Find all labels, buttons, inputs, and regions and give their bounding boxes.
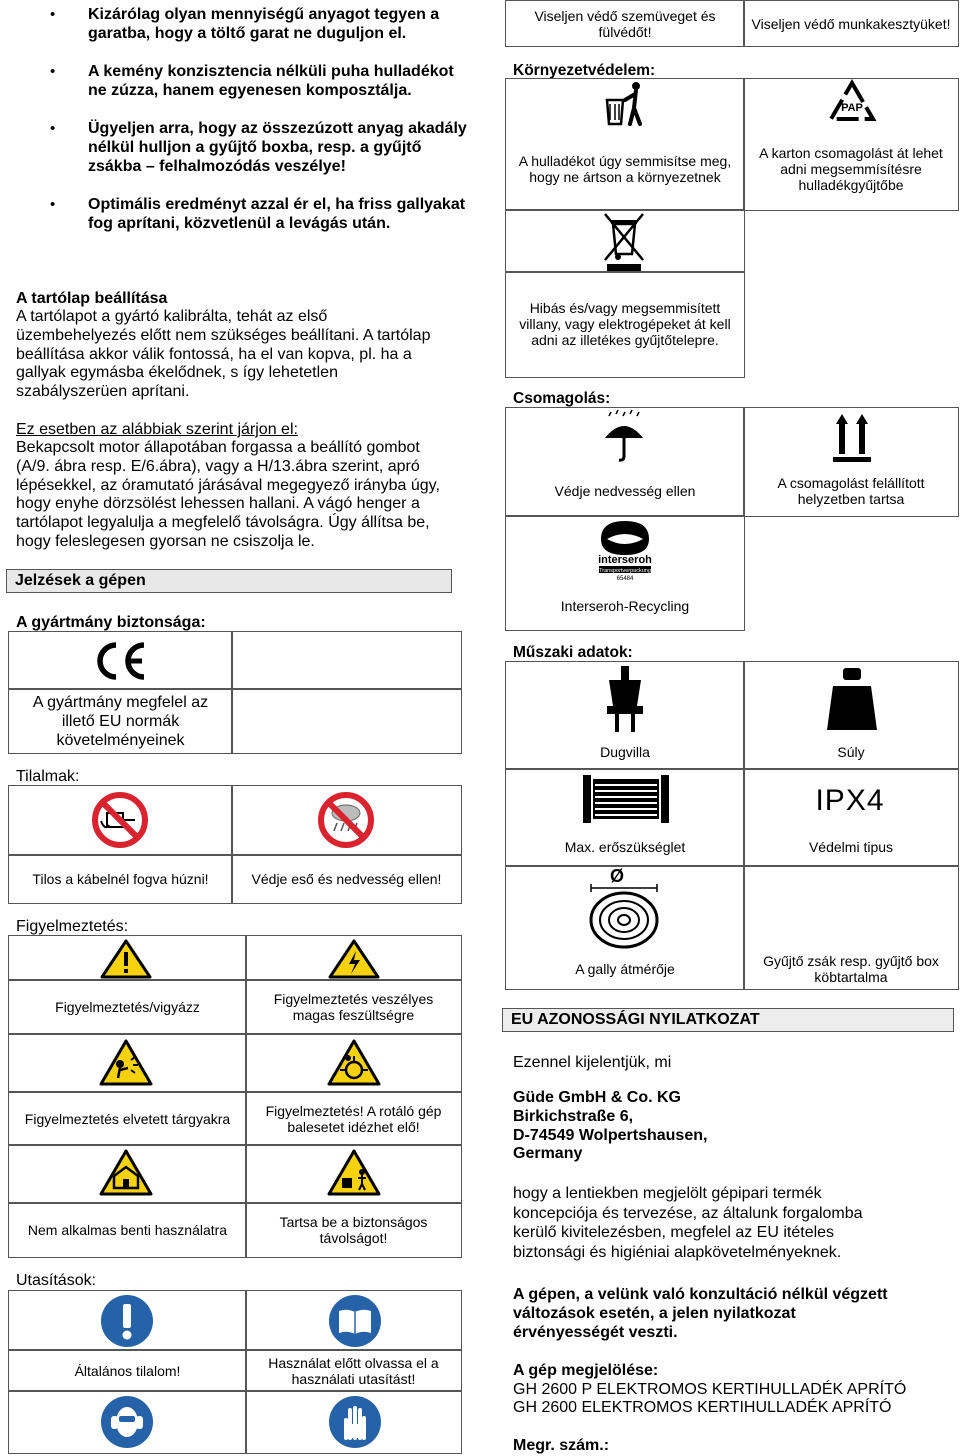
env-label: Hibás és/vagy megsemmisített villany, vagy elektrogépeket át kell adni az illetékes gyűjtőtelepre. [505, 271, 745, 378]
spec-label: Védelmi tipus [743, 828, 959, 867]
ce-mark-icon [90, 638, 150, 684]
flying-objects-icon [98, 1038, 154, 1088]
ppe-label: Viseljen védő szemüveget és fülvédőt! [505, 0, 745, 47]
ce-label: A gyártmány megfelel az illető EU normák követelményeinek [8, 688, 233, 754]
interseroh-label: Interseroh-Recycling [505, 581, 745, 631]
eu-text2: A gépen, a velünk való konzultáció nélkül végzett változások esetén, a jelen nyilatkozat érvényességét veszti. [513, 1286, 888, 1341]
pack-label: Védje nedvesség ellen [505, 465, 745, 517]
read-manual-icon [326, 1292, 384, 1350]
company-line: D-74549 Wolpertshausen, [513, 1126, 708, 1144]
no-pull-cable-icon [90, 790, 150, 850]
high-voltage-icon [326, 938, 382, 980]
weee-bin-icon [600, 210, 648, 272]
warning-label: Tartsa be a biztonságos távolságot! [245, 1202, 462, 1258]
warning-label: Figyelmeztetés elvetett tárgyakra [8, 1091, 247, 1146]
instruction-label: Használat előtt olvassa el a használati utasítást! [245, 1349, 462, 1392]
interseroh-logo-icon [594, 517, 656, 581]
tilalom-label: Védje eső és nedvesség ellen! [231, 854, 462, 904]
goggles-earmuffs-icon [98, 1393, 156, 1451]
tartolap-text: A tartólapot a gyártó kalibrálta, tehát az első üzembehelyezés előtt nem szükséges beállítani. A tartólap beállítása akkor válik fontossá, ha el van kopva, pl. ha a gallyak egymásba ékelődnek, s így lehetetlen szabályszerüen aprítani. [16, 308, 431, 401]
tartolap-heading: A tartólap beállítása [16, 290, 168, 307]
warning-exclamation-icon [98, 938, 154, 980]
eset-heading: Ez esetben az alábbiak szerint járjon el: [16, 421, 298, 438]
biztonsag-heading: A gyártmány biztonsága: [16, 614, 206, 631]
megjeloles-line: GH 2600 P ELEKTROMOS KERTIHULLADÉK APRÍTÓ [513, 1381, 907, 1398]
utasitasok-heading: Utasítások: [16, 1272, 97, 1289]
tilalom-label: Tilos a kábelnél fogva húzni! [8, 854, 233, 904]
list-item: • Kizárólag olyan mennyiségű anyagot tegyen a garatba, hogy a töltő garat ne duguljon el. [0, 5, 470, 43]
no-indoor-use-icon [98, 1148, 154, 1198]
pap-text: PAP [841, 102, 863, 114]
tilalmak-heading: Tilalmak: [16, 768, 80, 785]
env-label: A hulladékot úgy semmisítse meg, hogy ne ártson a környezetnek [505, 128, 745, 211]
spec-label: Max. erőszükséglet [505, 828, 745, 867]
company-line: Germany [513, 1145, 583, 1163]
interseroh-logo-text: interseroh [598, 554, 652, 566]
instruction-label: Általános tilalom! [8, 1349, 247, 1392]
pap-recycle-icon [824, 78, 880, 128]
gloves-icon [326, 1393, 384, 1451]
jelzesek-header: Jelzések a gépen [6, 569, 452, 593]
ipx4-rating: IPX4 [815, 784, 885, 817]
eu-header: EU AZONOSSÁGI NYILATKOZAT [502, 1008, 954, 1032]
rotating-machine-icon [326, 1038, 382, 1088]
spec-label: Gyűjtő zsák resp. gyűjtő box köbtartalma [743, 949, 959, 990]
interseroh-logo-num: 65484 [616, 576, 634, 581]
list-item: • A kemény konzisztencia nélküli puha hulladékot ne zúzza, hanem egyenesen komposztálja. [0, 62, 470, 100]
empty-cell [231, 631, 462, 690]
branch-diameter-icon [584, 866, 666, 950]
company-line: Güde GmbH & Co. KG [513, 1089, 681, 1106]
spec-label: Súly [743, 734, 959, 770]
general-mandatory-icon [98, 1292, 156, 1350]
env-label: A karton csomagolást át lehet adni megsemmísítésre hulladékgyűjtőbe [743, 128, 959, 211]
megjeloles-heading: A gép megjelölése: [513, 1362, 659, 1379]
spec-label: Dugvilla [505, 734, 745, 770]
csomagolas-heading: Csomagolás: [513, 390, 611, 407]
ppe-label: Viseljen védő munkakesztyüket! [743, 0, 959, 47]
warning-label: Figyelmeztetés! A rotáló gép balesetet idézhet elő! [245, 1091, 462, 1146]
warning-label: Figyelmeztetés veszélyes magas feszültségre [245, 979, 462, 1035]
list-item: • Ügyeljen arra, hogy az összezúzott anyag akadály nélkül hulljon a gyűjtő boxba, resp. a gyűjtő zsákba – felhalmozódás veszélye! [0, 119, 470, 176]
motor-power-icon [578, 770, 674, 828]
megr-szam: Megr. szám.: [513, 1437, 610, 1454]
kornyezet-heading: Környezetvédelem: [513, 62, 656, 79]
warning-label: Figyelmeztetés/vigyázz [8, 979, 247, 1035]
pack-label: A csomagolást felállított helyzetben tartsa [743, 465, 959, 517]
figyelmeztetes-heading: Figyelmeztetés: [16, 918, 129, 935]
keep-dry-umbrella-icon [600, 408, 648, 464]
tips-list [0, 5, 470, 251]
diameter-symbol: Ø [609, 866, 625, 886]
plug-icon [600, 664, 650, 734]
eu-intro: Ezennel kijelentjük, mi [513, 1054, 672, 1071]
muszaki-heading: Műszaki adatok: [513, 644, 633, 661]
megjeloles-line: GH 2600 ELEKTROMOS KERTIHULLADÉK APRÍTÓ [513, 1399, 892, 1416]
eset-text: Bekapcsolt motor állapotában forgassa a beállító gombot (A/9. ábra resp. E/6.ábra), vagy a H/13.ábra szerint, apró lépésekkel, az óramutató járásával megegyező irányba úgy, hogy enyhe dörzsölést lehessen hallani. A vágó henger a tartólapot legyalulja a megfelelő távolságra. Úgy állítsa be, hogy feleslegesen gyorsan ne csiszolja le. [16, 439, 440, 550]
warning-label: Nem alkalmas benti használatra [8, 1202, 247, 1258]
empty-cell [231, 688, 462, 754]
spec-label: A gally átmérője [505, 949, 745, 990]
list-item: • Optimális eredményt azzal ér el, ha friss gallyakat fog aprítani, közvetlenül a levágás után. [0, 195, 470, 233]
this-way-up-icon [828, 408, 876, 464]
icon-cell [743, 865, 959, 951]
weight-icon [824, 664, 880, 734]
company-address [513, 1089, 707, 1164]
safe-distance-icon [326, 1148, 382, 1198]
eu-text1: hogy a lentiekben megjelölt gépipari termék koncepciója és tervezése, az általunk forgalomba kerülő kivitelezésben, megfelel az EU itételes biztonsági és higiéniai alapkövetelményeknek. [513, 1185, 863, 1261]
tidyman-bin-icon [598, 80, 650, 128]
no-rain-icon [316, 790, 376, 850]
interseroh-logo-sub: Transportverpackung [599, 568, 651, 574]
company-line: Birkichstraße 6, [513, 1107, 634, 1125]
